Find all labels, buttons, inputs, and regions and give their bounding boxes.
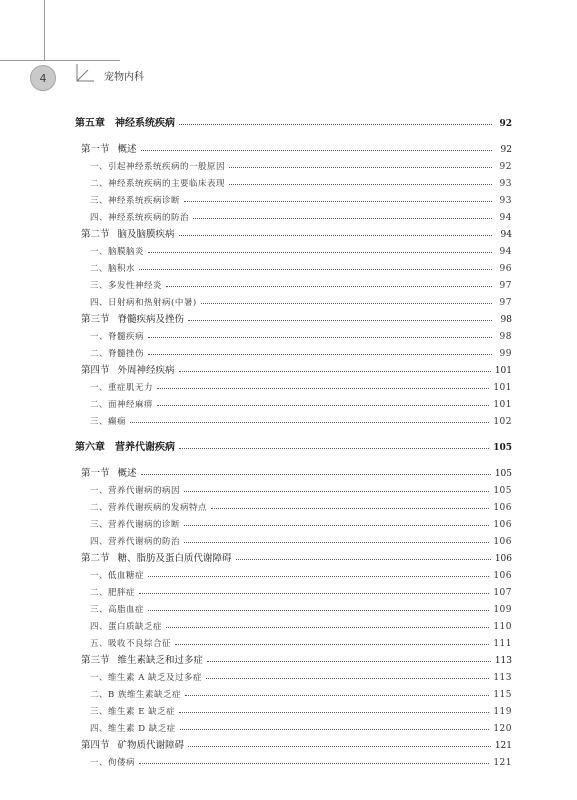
dot-leader xyxy=(179,371,491,372)
toc-item-row[interactable] xyxy=(75,274,512,291)
toc-item-label: 四、日射病和热射病(中暑) xyxy=(90,298,197,308)
dot-leader xyxy=(211,508,489,509)
toc-page-number: 111 xyxy=(493,639,512,649)
toc-page-number: 94 xyxy=(499,247,512,257)
toc-item-label: 三、多发性神经炎 xyxy=(90,281,163,291)
toc-section-row[interactable] xyxy=(75,649,512,666)
dot-leader xyxy=(184,542,489,543)
toc-page-number: 113 xyxy=(494,656,512,666)
toc-page-number: 106 xyxy=(493,571,512,581)
toc-page-number: 121 xyxy=(493,758,512,768)
toc-item-row[interactable] xyxy=(75,189,512,206)
toc-section-number: 第二节 xyxy=(81,229,110,240)
toc-section-number: 第三节 xyxy=(81,314,110,325)
toc-section-title: 脊髓疾病及挫伤 xyxy=(117,314,185,325)
toc-item-row[interactable] xyxy=(75,479,512,496)
toc-item-row[interactable] xyxy=(75,393,512,410)
toc-item-row[interactable] xyxy=(75,325,512,342)
dot-leader xyxy=(179,448,489,449)
toc-page-number: 93 xyxy=(499,196,512,206)
toc-page-number: 92 xyxy=(499,119,512,129)
dot-leader xyxy=(179,235,492,236)
toc-chapter-row[interactable] xyxy=(75,112,512,129)
page-number-badge xyxy=(30,65,56,91)
toc-page-number: 120 xyxy=(493,724,512,734)
toc-section-number: 第四节 xyxy=(81,365,110,376)
dot-leader xyxy=(148,576,489,577)
toc-item-row[interactable] xyxy=(75,155,512,172)
toc-item-row[interactable] xyxy=(75,376,512,393)
dot-leader xyxy=(148,354,492,355)
toc-section-row[interactable] xyxy=(75,138,512,155)
toc-item-row[interactable] xyxy=(75,581,512,598)
frame-horizontal-line xyxy=(0,60,120,61)
toc-item-label: 二、肥胖症 xyxy=(90,588,136,598)
toc-page-number: 98 xyxy=(499,332,512,342)
dot-leader xyxy=(139,763,489,764)
toc-page-number: 96 xyxy=(499,264,512,274)
toc-section-number: 第一节 xyxy=(81,144,110,155)
toc-section-label xyxy=(81,550,232,564)
dot-leader xyxy=(148,252,492,253)
toc-page-number: 105 xyxy=(493,443,512,453)
toc-page-number: 109 xyxy=(493,605,512,615)
toc-section-number: 第三节 xyxy=(81,655,110,666)
dot-leader xyxy=(207,661,491,662)
toc-item-label: 二、脊髓挫伤 xyxy=(90,349,145,359)
page-number: 4 xyxy=(39,71,47,85)
toc-item-label: 四、神经系统疾病的防治 xyxy=(90,213,190,223)
toc-item-label: 二、神经系统疾病的主要临床表现 xyxy=(90,179,226,189)
toc-section-title: 脑及脑膜疾病 xyxy=(117,229,175,240)
toc-section-number: 第四节 xyxy=(81,740,110,751)
toc-item-label: 三、营养代谢病的诊断 xyxy=(90,520,181,530)
toc-item-row[interactable] xyxy=(75,342,512,359)
dot-leader xyxy=(184,525,489,526)
toc-item-label: 一、引起神经系统疾病的一般原因 xyxy=(90,162,226,172)
toc-page-number: 93 xyxy=(499,179,512,189)
toc-page-number: 115 xyxy=(493,690,512,700)
dot-leader xyxy=(157,388,489,389)
toc-section-row[interactable] xyxy=(75,734,512,751)
dot-leader xyxy=(184,491,489,492)
dot-leader xyxy=(201,303,492,304)
toc-item-row[interactable] xyxy=(75,513,512,530)
toc-item-label: 二、营养代谢疾病的发病特点 xyxy=(90,503,208,513)
toc-page-number: 106 xyxy=(493,520,512,530)
dot-leader xyxy=(188,320,492,321)
toc-section-title: 概述 xyxy=(117,468,137,479)
dot-leader xyxy=(139,269,492,270)
toc-section-title: 矿物质代谢障碍 xyxy=(117,740,185,751)
dot-leader xyxy=(229,184,492,185)
dot-leader xyxy=(179,124,492,125)
dot-leader xyxy=(185,695,489,696)
corner-triangle-icon xyxy=(74,62,96,84)
toc-item-row[interactable] xyxy=(75,206,512,223)
toc-section-number: 第二节 xyxy=(81,553,110,564)
frame-vertical-line xyxy=(44,0,45,60)
toc-item-row[interactable] xyxy=(75,717,512,734)
toc-item-label: 二、B 族维生素缺乏症 xyxy=(90,690,181,700)
toc-item-row[interactable] xyxy=(75,530,512,547)
toc-page-number: 98 xyxy=(500,315,512,325)
toc-section-row[interactable] xyxy=(75,359,512,376)
toc-section-label xyxy=(81,226,175,240)
toc-section-label xyxy=(81,652,203,666)
toc-page-number: 101 xyxy=(494,366,512,376)
dot-leader xyxy=(180,729,490,730)
toc-item-label: 三、癫痫 xyxy=(90,417,127,427)
toc-item-row[interactable] xyxy=(75,240,512,257)
dot-leader xyxy=(229,167,492,168)
toc-page-number: 101 xyxy=(493,383,512,393)
toc-page-number: 92 xyxy=(500,145,512,155)
toc-page-number: 110 xyxy=(493,622,512,632)
toc-item-row[interactable] xyxy=(75,291,512,308)
dot-leader xyxy=(157,405,489,406)
dot-leader xyxy=(193,218,492,219)
toc-item-row[interactable] xyxy=(75,172,512,189)
toc-item-row[interactable] xyxy=(75,615,512,632)
running-title: 宠物内科 xyxy=(104,72,144,83)
dot-leader xyxy=(184,201,492,202)
toc-page-number: 105 xyxy=(494,469,512,479)
toc-section-label xyxy=(81,362,175,376)
toc-item-row[interactable] xyxy=(75,598,512,615)
toc-item-row[interactable] xyxy=(75,496,512,513)
toc-section-row[interactable] xyxy=(75,308,512,325)
table-of-contents xyxy=(75,112,512,768)
toc-item-row[interactable] xyxy=(75,683,512,700)
toc-section-label xyxy=(81,311,184,325)
toc-item-label: 三、神经系统疾病诊断 xyxy=(90,196,181,206)
toc-item-label: 四、维生素 D 缺乏症 xyxy=(90,724,176,734)
toc-item-label: 五、吸收不良综合征 xyxy=(90,639,172,649)
toc-page-number: 106 xyxy=(494,554,512,564)
dot-leader xyxy=(139,593,489,594)
toc-item-row[interactable] xyxy=(75,666,512,683)
toc-item-label: 一、低血糖症 xyxy=(90,571,145,581)
dot-leader xyxy=(166,627,489,628)
toc-chapter-label: 第六章 营养代谢疾病 xyxy=(75,442,175,453)
toc-item-label: 一、佝偻病 xyxy=(90,758,136,768)
dot-leader xyxy=(166,286,492,287)
toc-page-number: 99 xyxy=(499,349,512,359)
toc-item-row[interactable] xyxy=(75,700,512,717)
dot-leader xyxy=(188,746,491,747)
toc-item-label: 四、蛋白质缺乏症 xyxy=(90,622,163,632)
dot-leader xyxy=(141,150,492,151)
toc-section-number: 第一节 xyxy=(81,468,110,479)
toc-item-label: 一、脑膜脑炎 xyxy=(90,247,145,257)
toc-page-number: 102 xyxy=(493,417,512,427)
toc-section-label xyxy=(81,465,137,479)
toc-section-row[interactable] xyxy=(75,462,512,479)
dot-leader xyxy=(148,337,492,338)
toc-section-title: 概述 xyxy=(117,144,137,155)
toc-section-title: 外周神经疾病 xyxy=(117,365,175,376)
dot-leader xyxy=(148,610,489,611)
toc-section-label xyxy=(81,141,137,155)
toc-item-label: 三、高脂血症 xyxy=(90,605,145,615)
toc-section-title: 糖、脂肪及蛋白质代谢障碍 xyxy=(117,553,232,564)
toc-page-number: 92 xyxy=(499,162,512,172)
toc-section-row[interactable] xyxy=(75,547,512,564)
toc-page-number: 121 xyxy=(494,741,512,751)
toc-chapter-label: 第五章 神经系统疾病 xyxy=(75,118,175,129)
toc-item-label: 三、维生素 E 缺乏症 xyxy=(90,707,176,717)
toc-page-number: 106 xyxy=(493,503,512,513)
toc-item-row[interactable] xyxy=(75,410,512,427)
dot-leader xyxy=(206,678,489,679)
toc-item-label: 一、脊髓疾病 xyxy=(90,332,145,342)
toc-page-number: 107 xyxy=(493,588,512,598)
toc-page-number: 113 xyxy=(493,673,512,683)
toc-item-label: 一、重症肌无力 xyxy=(90,383,154,393)
toc-item-label: 一、维生素 A 缺乏及过多症 xyxy=(90,673,203,683)
toc-page-number: 119 xyxy=(493,707,512,717)
toc-item-label: 一、营养代谢病的病因 xyxy=(90,486,181,496)
toc-item-row[interactable] xyxy=(75,751,512,768)
toc-section-label xyxy=(81,737,184,751)
toc-page-number: 105 xyxy=(493,486,512,496)
toc-page-number: 97 xyxy=(499,281,512,291)
toc-chapter-row[interactable] xyxy=(75,436,512,453)
toc-page-number: 94 xyxy=(499,213,512,223)
toc-page-number: 101 xyxy=(493,400,512,410)
dot-leader xyxy=(179,712,489,713)
toc-item-row[interactable] xyxy=(75,564,512,581)
toc-page-number: 94 xyxy=(500,230,512,240)
dot-leader xyxy=(175,644,489,645)
toc-page-number: 97 xyxy=(499,298,512,308)
dot-leader xyxy=(141,474,491,475)
toc-page-number: 106 xyxy=(493,537,512,547)
toc-item-row[interactable] xyxy=(75,257,512,274)
toc-section-title: 维生素缺乏和过多症 xyxy=(117,655,204,666)
toc-item-label: 二、面神经麻痹 xyxy=(90,400,154,410)
toc-item-label: 二、脑积水 xyxy=(90,264,136,274)
dot-leader xyxy=(236,559,491,560)
toc-section-row[interactable] xyxy=(75,223,512,240)
dot-leader xyxy=(130,422,489,423)
toc-item-row[interactable] xyxy=(75,632,512,649)
toc-item-label: 四、营养代谢病的防治 xyxy=(90,537,181,547)
